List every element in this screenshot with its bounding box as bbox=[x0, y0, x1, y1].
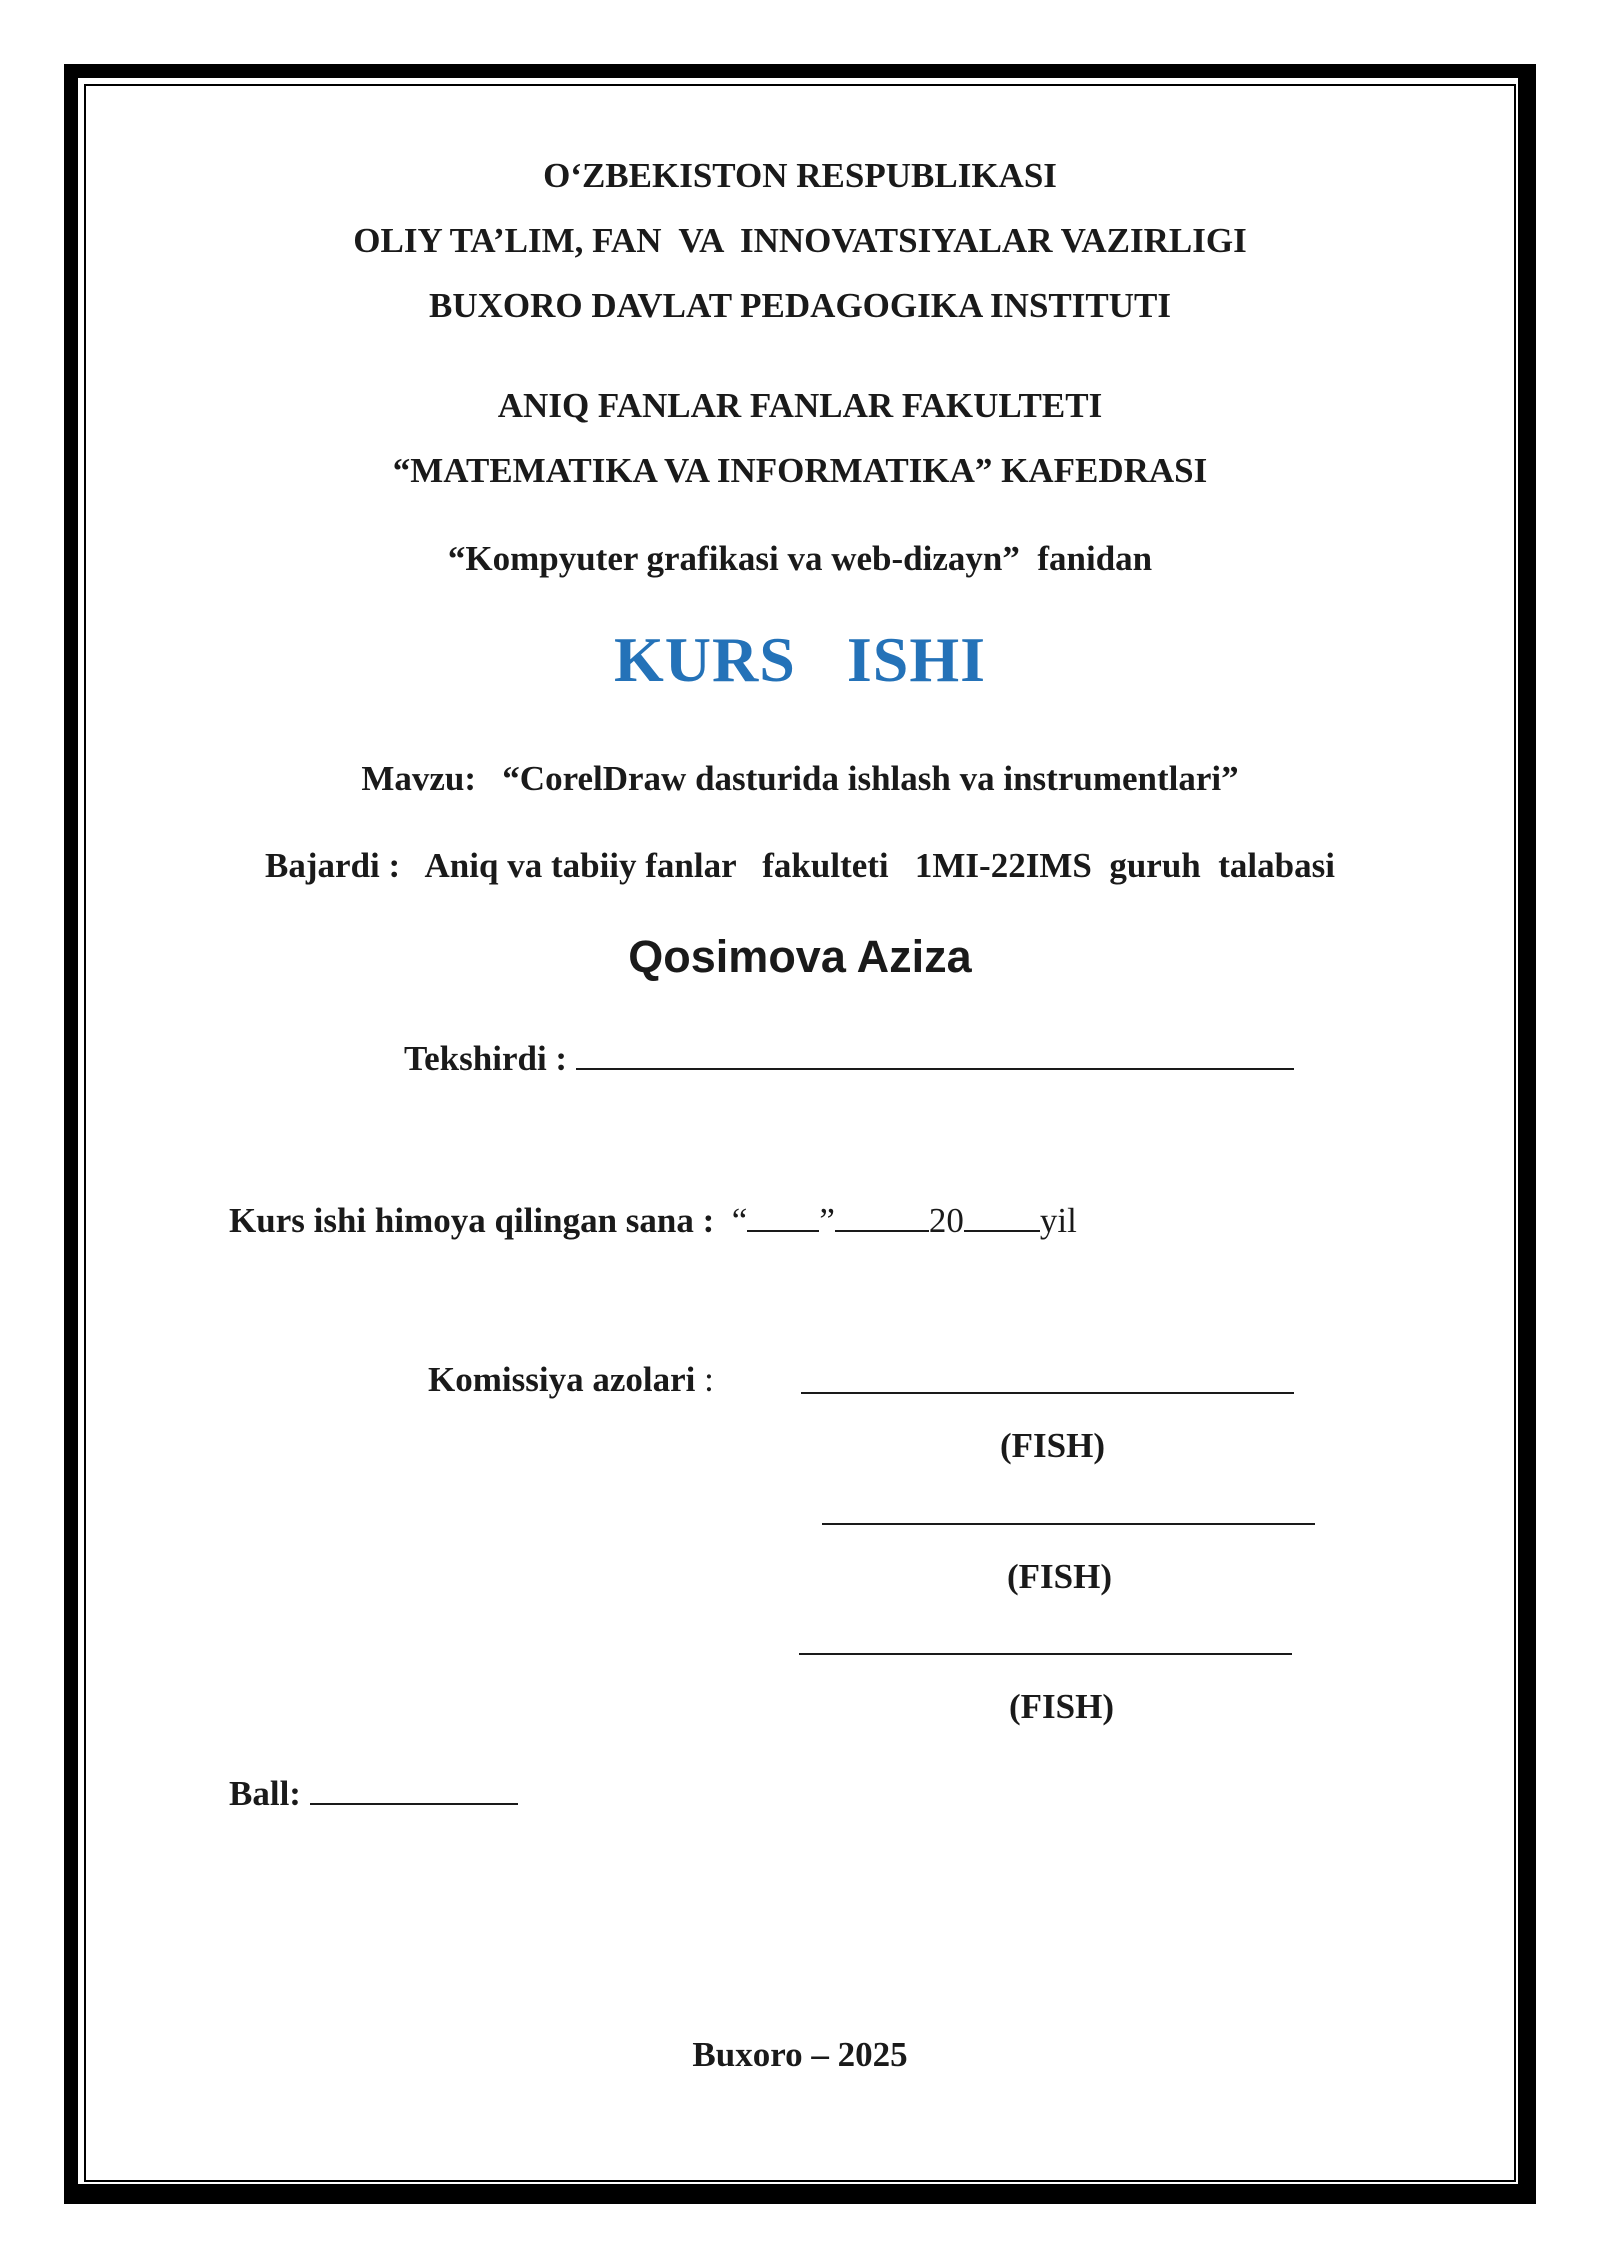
commission-signature-line bbox=[822, 1523, 1315, 1525]
date-month-blank bbox=[835, 1229, 929, 1232]
grade-label: Ball: bbox=[229, 1774, 301, 1813]
commission-fish-caption: (FISH) bbox=[1000, 1426, 1105, 1465]
subject-line: “Kompyuter grafikasi va web-dizayn” fanidan bbox=[447, 539, 1153, 578]
document-title: KURS ISHI bbox=[614, 624, 986, 695]
header-ministry: OLIY TA’LIM, FAN VA INNOVATSIYALAR VAZIRLIGI bbox=[353, 221, 1247, 260]
student-name: Qosimova Aziza bbox=[628, 931, 972, 982]
date-year-word: yil bbox=[1039, 1201, 1077, 1240]
defense-date-line bbox=[229, 1203, 1077, 1238]
defense-date-label: Kurs ishi himoya qilingan sana : bbox=[229, 1201, 715, 1240]
topic-label: Mavzu: bbox=[361, 759, 477, 798]
performer-label: Bajardi : bbox=[265, 846, 401, 885]
grade-blank bbox=[310, 1802, 518, 1805]
checker-label: Tekshirdi : bbox=[404, 1039, 568, 1078]
performer-line bbox=[0, 848, 1600, 883]
commission-fish-caption: (FISH) bbox=[1009, 1687, 1114, 1726]
footer-city-year: Buxoro – 2025 bbox=[692, 2035, 908, 2074]
commission-fish-caption: (FISH) bbox=[1007, 1557, 1112, 1596]
department-name: “MATEMATIKA VA INFORMATIKA” KAFEDRASI bbox=[392, 451, 1208, 490]
header-country: O‘ZBEKISTON RESPUBLIKASI bbox=[543, 156, 1057, 195]
topic-line bbox=[0, 761, 1600, 796]
topic-value: “CorelDraw dasturida ishlash va instrumentlari” bbox=[502, 759, 1239, 798]
date-year-blank bbox=[964, 1229, 1040, 1232]
commission-signature-line bbox=[799, 1653, 1292, 1655]
date-close-quote: ” bbox=[819, 1201, 835, 1240]
date-open-quote: “ bbox=[731, 1201, 748, 1240]
checker-signature-line bbox=[576, 1067, 1294, 1070]
commission-signature-line bbox=[801, 1392, 1294, 1394]
commission-label-line bbox=[428, 1362, 714, 1397]
header-institute: BUXORO DAVLAT PEDAGOGIKA INSTITUTI bbox=[429, 286, 1171, 325]
checker-line bbox=[404, 1041, 1294, 1076]
grade-line bbox=[229, 1776, 518, 1811]
performer-value: Aniq va tabiiy fanlar fakulteti 1MI-22IMS guruh talabasi bbox=[424, 846, 1335, 885]
date-century: 20 bbox=[928, 1201, 964, 1240]
commission-label: Komissiya azolari bbox=[428, 1360, 696, 1399]
faculty-name: ANIQ FANLAR FANLAR FAKULTETI bbox=[497, 386, 1103, 425]
commission-colon: : bbox=[704, 1360, 714, 1399]
date-day-blank bbox=[747, 1229, 819, 1232]
